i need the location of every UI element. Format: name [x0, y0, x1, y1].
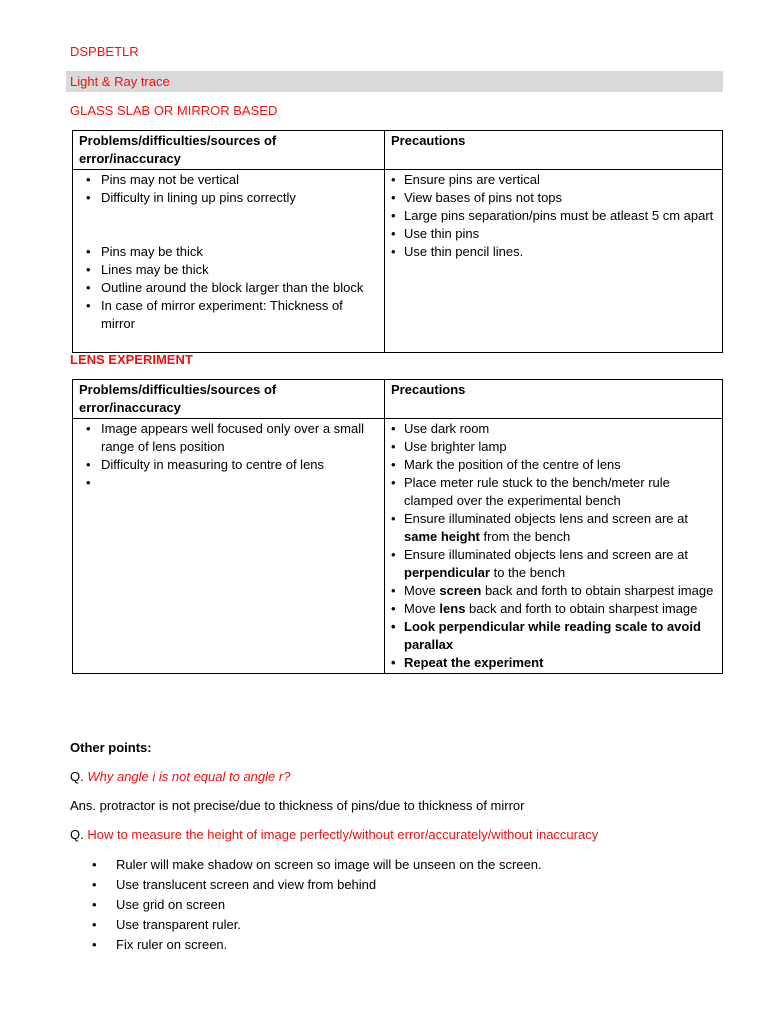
- question-prefix: Q.: [70, 769, 84, 784]
- glass-problems-cell: [73, 170, 385, 353]
- lens-problems-cell: [73, 419, 385, 674]
- list-item: • Fix ruler on screen.: [92, 935, 542, 955]
- list-item: • Use translucent screen and view from behind: [92, 875, 542, 895]
- list-item: • Move screen back and forth to obtain sharpest image: [391, 582, 716, 600]
- list-item: • Use dark room: [391, 420, 716, 438]
- glass-problems-list-2: [79, 243, 378, 333]
- lens-problems-list: [79, 420, 378, 474]
- list-item: • Pins may be thick: [79, 243, 378, 261]
- list-item: • Image appears well focused only over a small range of lens position: [79, 420, 378, 456]
- section-title-banner: [66, 71, 723, 92]
- list-item: • Look perpendicular while reading scale to avoid parallax: [391, 618, 716, 654]
- glass-slab-table: [72, 130, 723, 353]
- lens-table: [72, 379, 723, 674]
- glass-col-precautions-header: Precautions: [385, 131, 723, 170]
- list-item: • Difficulty in measuring to centre of lens: [79, 456, 378, 474]
- list-item: • Ensure pins are vertical: [391, 171, 716, 189]
- lens-col-problems-header: Problems/difficulties/sources of error/inaccuracy: [73, 380, 385, 419]
- question-prefix: Q.: [70, 827, 84, 842]
- list-item: • Use grid on screen: [92, 895, 542, 915]
- list-item: • Ensure illuminated objects lens and screen are at same height from the bench: [391, 510, 716, 546]
- list-item: • Place meter rule stuck to the bench/meter rule clamped over the experimental bench: [391, 474, 716, 510]
- question-1: [70, 769, 290, 784]
- lens-col-precautions-header: Precautions: [385, 380, 723, 419]
- glass-problems-list: [79, 171, 378, 207]
- answer-1: Ans. protractor is not precise/due to thickness of pins/due to thickness of mirror: [70, 798, 525, 813]
- lens-experiment-heading: LENS EXPERIMENT: [70, 352, 193, 367]
- list-item: • View bases of pins not tops: [391, 189, 716, 207]
- glass-col-problems-header: Problems/difficulties/sources of error/inaccuracy: [73, 131, 385, 170]
- list-item: • Use brighter lamp: [391, 438, 716, 456]
- list-item: • Repeat the experiment: [391, 654, 716, 672]
- list-item: • Outline around the block larger than the block: [79, 279, 378, 297]
- list-item: • Lines may be thick: [79, 261, 378, 279]
- list-item: • Ensure illuminated objects lens and screen are at perpendicular to the bench: [391, 546, 716, 582]
- glass-slab-heading: GLASS SLAB OR MIRROR BASED: [70, 103, 278, 118]
- list-item: • Use transparent ruler.: [92, 915, 542, 935]
- lens-precautions-list: [391, 420, 716, 672]
- list-item: • Use thin pencil lines.: [391, 243, 716, 261]
- lens-precautions-cell: [385, 419, 723, 674]
- doc-code: DSPBETLR: [70, 44, 139, 59]
- question-text: How to measure the height of image perfectly/without error/accurately/without inaccuracy: [87, 827, 599, 842]
- list-item: • Pins may not be vertical: [79, 171, 378, 189]
- answer-2-list: [92, 855, 542, 955]
- list-item: • In case of mirror experiment: Thickness of mirror: [79, 297, 378, 333]
- list-item: • Mark the position of the centre of lens: [391, 456, 716, 474]
- list-item: • Move lens back and forth to obtain sharpest image: [391, 600, 716, 618]
- question-text: Why angle i is not equal to angle r?: [87, 769, 291, 784]
- list-item: • Ruler will make shadow on screen so image will be unseen on the screen.: [92, 855, 542, 875]
- question-2: [70, 827, 598, 842]
- list-item: • Use thin pins: [391, 225, 716, 243]
- other-points-heading: Other points:: [70, 740, 152, 755]
- list-item: • Difficulty in lining up pins correctly: [79, 189, 378, 207]
- glass-precautions-list: [391, 171, 716, 261]
- section-title: Light & Ray trace: [70, 74, 170, 89]
- glass-precautions-cell: [385, 170, 723, 353]
- list-item: • Large pins separation/pins must be atleast 5 cm apart: [391, 207, 716, 225]
